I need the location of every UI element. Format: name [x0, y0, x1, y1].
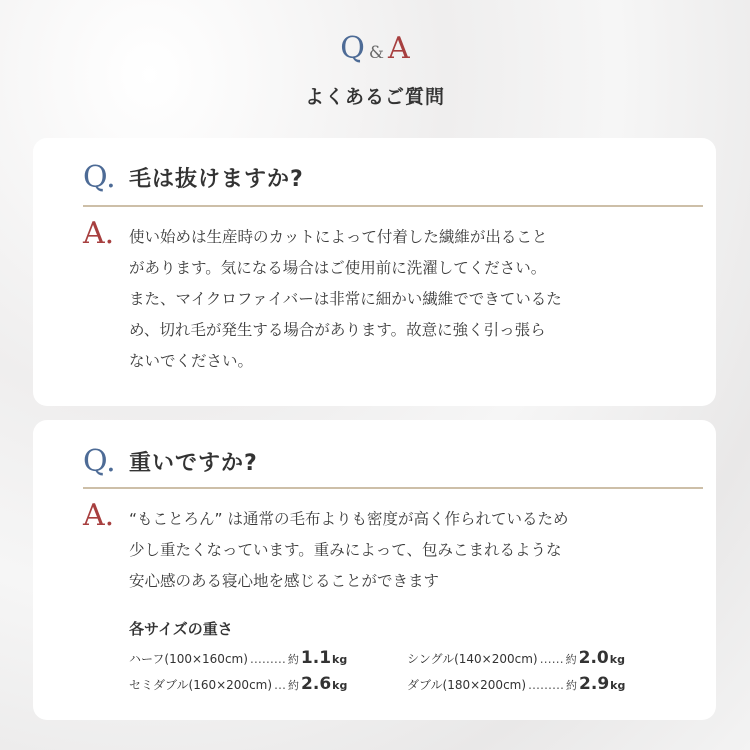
- weight-unit: kg: [610, 679, 626, 692]
- weight-value: 2.6: [301, 674, 332, 694]
- size-weight-half: [129, 648, 347, 668]
- weight-unit: kg: [332, 679, 348, 692]
- weight-unit: kg: [332, 653, 348, 666]
- size-weight-double: [407, 674, 625, 694]
- answer-line: め、切れ毛が発生する場合があります。故意に強く引っ張ら: [129, 321, 546, 339]
- answer-line: 少し重たくなっています。重みによって、包みこまれるような: [129, 541, 562, 559]
- sizes-heading: 各サイズの重さ: [129, 620, 233, 638]
- logo-a: A: [388, 31, 410, 66]
- answer-line: ないでください。: [129, 352, 254, 370]
- leader-dots: ……: [539, 652, 564, 666]
- weight-unit: kg: [609, 653, 625, 666]
- faq-card-2: [33, 420, 716, 720]
- size-name: ダブル(180×200cm): [407, 678, 527, 692]
- qa-logo: [0, 32, 750, 70]
- divider: [83, 487, 703, 489]
- size-name: シングル(140×200cm): [407, 652, 538, 666]
- answer-mark: A.: [83, 216, 115, 251]
- size-weight-single: [407, 648, 625, 668]
- question-text: 毛は抜けますか?: [129, 167, 304, 192]
- approx-label: 約: [288, 679, 300, 692]
- answer-line: また、マイクロファイバーは非常に細かい繊維でできているた: [129, 290, 562, 308]
- size-name: セミダブル(160×200cm): [129, 678, 273, 692]
- question-row: [83, 160, 304, 195]
- question-mark: Q.: [83, 444, 116, 479]
- answer-mark: A.: [83, 498, 115, 533]
- question-text: 重いですか?: [129, 451, 258, 476]
- approx-label: 約: [287, 653, 299, 666]
- weight-value: 2.0: [578, 648, 609, 668]
- answer-text: [129, 222, 674, 377]
- approx-label: 約: [566, 679, 578, 692]
- faq-card-1: [33, 138, 716, 406]
- answer-line: “もことろん” は通常の毛布よりも密度が高く作られているため: [129, 510, 569, 528]
- leader-dots: …: [274, 678, 287, 692]
- leader-dots: ………: [249, 652, 286, 666]
- leader-dots: ………: [528, 678, 565, 692]
- answer-line: があります。気になる場合はご使用前に洗濯してください。: [129, 259, 547, 277]
- divider: [83, 205, 703, 207]
- weight-value: 1.1: [300, 648, 332, 668]
- answer-line: 使い始めは生産時のカットによって付着した繊維が出ること: [129, 228, 548, 246]
- size-name: ハーフ(100×160cm): [129, 652, 248, 666]
- logo-q: Q: [340, 31, 365, 66]
- question-mark: Q.: [83, 160, 116, 195]
- size-weight-semi-double: [129, 674, 347, 694]
- page-header: [0, 32, 750, 109]
- page-title: よくあるご質問: [304, 86, 445, 108]
- answer-text: [129, 504, 674, 597]
- answer-line: 安心感のある寝心地を感じることができます: [129, 572, 440, 590]
- logo-ampersand: &: [368, 43, 385, 63]
- weight-value: 2.9: [579, 674, 610, 694]
- approx-label: 約: [565, 653, 577, 666]
- question-row: [83, 444, 258, 479]
